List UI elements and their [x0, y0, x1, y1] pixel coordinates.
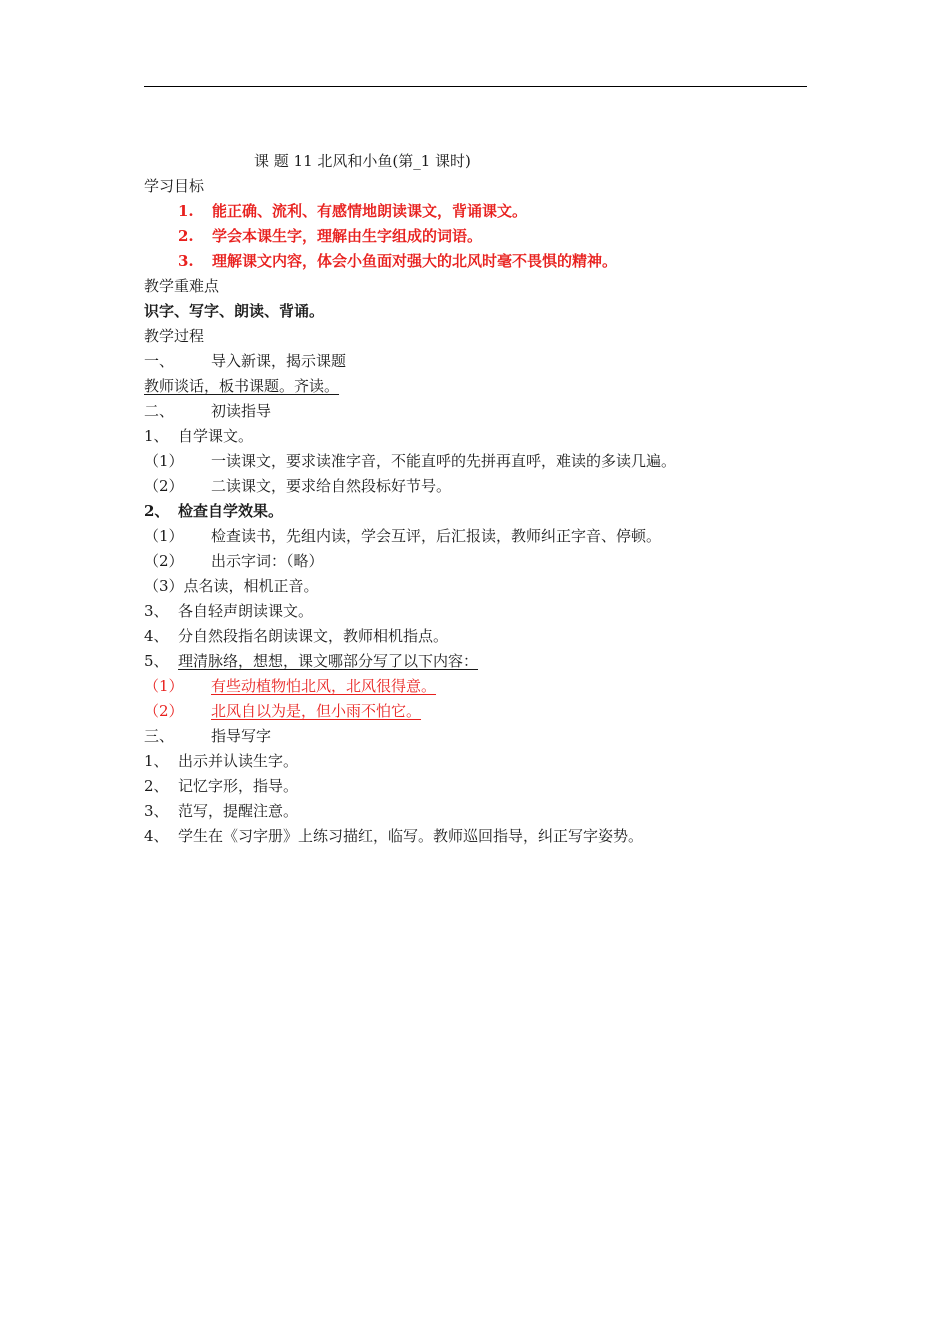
list-item: [144, 825, 643, 847]
objective-text: 理解课文内容，体会小鱼面对强大的北风时毫不畏惧的精神。: [212, 252, 618, 270]
item-text: 自学课文。: [178, 427, 254, 445]
section-title: 初读指导: [211, 402, 272, 420]
item-text: 学生在《习字册》上练习描红，临写。教师巡回指导，纠正写字姿势。: [178, 827, 644, 845]
section-text: 教师谈话，板书课题。齐读。: [144, 377, 340, 395]
item-text: 各自轻声朗读课文。: [178, 602, 314, 620]
section-title: 导入新课，揭示课题: [211, 352, 347, 370]
objective-number: 2.: [178, 227, 194, 245]
section-number: 一、: [144, 352, 175, 370]
section-heading: [144, 350, 346, 372]
list-item: [144, 700, 421, 722]
item-text: 记忆字形，指导。: [178, 777, 299, 795]
item-number: 1、: [144, 752, 169, 770]
objective-item: [178, 225, 482, 247]
item-number: （1）: [144, 452, 184, 470]
item-text: 检查自学效果。: [178, 502, 284, 520]
objective-text: 学会本课生字，理解由生字组成的词语。: [212, 227, 483, 245]
list-item: [144, 650, 478, 672]
lesson-title: 课 题 11 北风和小鱼(第_1 课时): [254, 152, 471, 170]
item-text: 理清脉络，想想，课文哪部分写了以下内容：: [178, 652, 479, 670]
list-item: [144, 450, 676, 472]
item-number: 5、: [144, 652, 169, 670]
item-text: 有些动植物怕北风，北风很得意。: [211, 677, 437, 695]
item-number: （2）: [144, 552, 184, 570]
item-number: （1）: [144, 677, 184, 695]
list-item: [144, 475, 451, 497]
list-item: [144, 525, 661, 547]
item-text: 分自然段指名朗读课文，教师相机指点。: [178, 627, 449, 645]
item-text: 出示并认读生字。: [178, 752, 299, 770]
item-number: （2）: [144, 477, 184, 495]
list-item: [144, 575, 319, 597]
objective-number: 1.: [178, 202, 194, 220]
section-heading: [144, 725, 271, 747]
list-item: [144, 600, 313, 622]
list-item: [144, 800, 298, 822]
item-number: 2、: [144, 502, 170, 520]
item-text: 一读课文，要求读准字音，不能直呼的先拼再直呼，难读的多读几遍。: [211, 452, 677, 470]
objectives-heading: 学习目标: [144, 177, 205, 195]
process-heading: 教学过程: [144, 327, 205, 345]
item-number: 1、: [144, 427, 169, 445]
section-title: 指导写字: [211, 727, 272, 745]
list-item: [144, 550, 324, 572]
item-number: 4、: [144, 627, 169, 645]
item-text: 北风自以为是，但小雨不怕它。: [211, 702, 422, 720]
objective-text: 能正确、流利、有感情地朗读课文，背诵课文。: [212, 202, 528, 220]
item-number: 4、: [144, 827, 169, 845]
list-item: [144, 625, 448, 647]
list-item: [144, 775, 298, 797]
section-number: 二、: [144, 402, 175, 420]
section-number: 三、: [144, 727, 175, 745]
list-item: [144, 425, 253, 447]
list-item: [144, 750, 298, 772]
key-points-heading: 教学重难点: [144, 277, 220, 295]
list-item: [144, 500, 283, 522]
objective-number: 3.: [178, 252, 194, 270]
item-text: 范写，提醒注意。: [178, 802, 299, 820]
item-number: 3、: [144, 602, 169, 620]
item-text: 二读课文，要求给自然段标好节号。: [211, 477, 452, 495]
item-text: 出示字词：（略）: [211, 552, 324, 570]
item-text: （3）点名读，相机正音。: [144, 577, 319, 595]
objective-item: [178, 200, 527, 222]
item-text: 检查读书，先组内读，学会互评，后汇报读，教师纠正字音、停顿。: [211, 527, 662, 545]
item-number: （2）: [144, 702, 184, 720]
list-item: [144, 675, 436, 697]
item-number: 2、: [144, 777, 169, 795]
item-number: 3、: [144, 802, 169, 820]
section-heading: [144, 400, 271, 422]
item-number: （1）: [144, 527, 184, 545]
key-points-text: 识字、写字、朗读、背诵。: [144, 302, 325, 320]
objective-item: [178, 250, 617, 272]
header-rule: [144, 86, 807, 87]
